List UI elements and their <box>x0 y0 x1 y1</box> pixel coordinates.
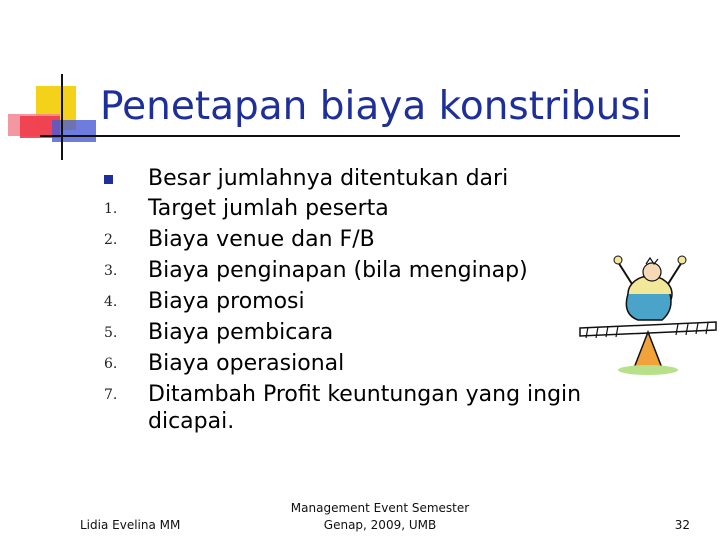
page-number: 32 <box>674 518 690 532</box>
footer-course-line2: Genap, 2009, UMB <box>323 518 437 532</box>
list-item: Biaya operasional <box>148 351 345 376</box>
list-item-number: 2. <box>104 232 118 248</box>
list-item: Ditambah Profit keuntungan yang ingin <box>148 382 582 407</box>
list-item: Biaya venue dan F/B <box>148 227 375 252</box>
slide-title: Penetapan biaya konstribusi <box>100 84 652 129</box>
intro-text: Besar jumlahnya ditentukan dari <box>148 166 509 191</box>
list-item-number: 4. <box>104 294 118 310</box>
footer-course-line1: Management Event Semester <box>290 501 470 515</box>
list-item: Target jumlah peserta <box>148 196 389 221</box>
list-item: Biaya penginapan (bila menginap) <box>148 258 528 283</box>
list-item-number: 1. <box>104 201 118 217</box>
list-item-number: 6. <box>104 356 118 372</box>
list-item: Biaya pembicara <box>148 320 334 345</box>
list-item-number: 3. <box>104 263 118 279</box>
balance-figure-clipart <box>578 250 718 380</box>
footer-course <box>270 500 490 534</box>
list-item: Biaya promosi <box>148 289 305 314</box>
list-item-number: 5. <box>104 325 118 341</box>
square-bullet-icon <box>104 175 113 184</box>
list-item-continuation: dicapai. <box>148 409 235 434</box>
footer-author: Lidia Evelina MM <box>80 518 181 532</box>
list-item-number: 7. <box>104 387 118 403</box>
